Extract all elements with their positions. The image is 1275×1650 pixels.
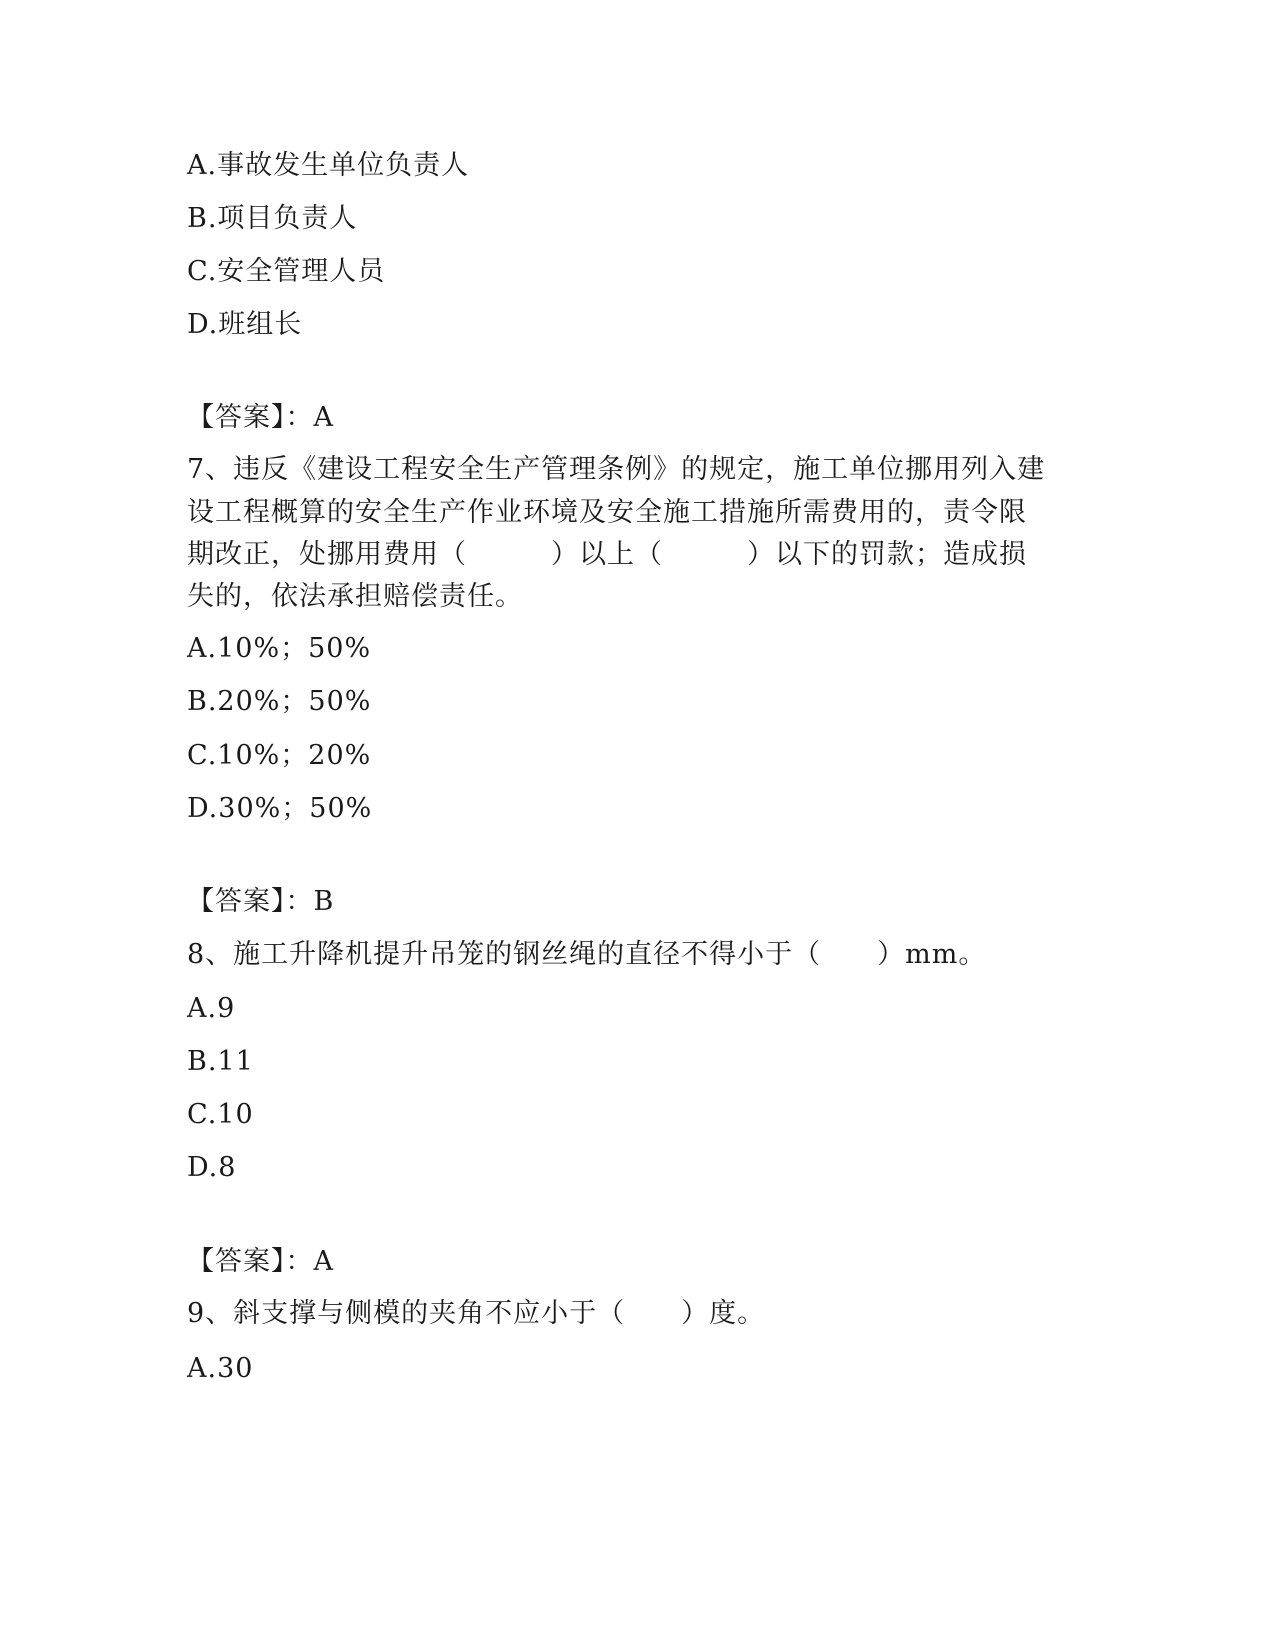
q6-option-c: C.安全管理人员 [187, 256, 386, 287]
q7-option-d: D.30%；50% [187, 793, 373, 824]
q9-option-a: A.30 [187, 1353, 254, 1384]
q7-question-line-1: 7、违反《建设工程安全生产管理条例》的规定，施工单位挪用列入建 [187, 454, 1046, 485]
q8-question: 8、施工升降机提升吊笼的钢丝绳的直径不得小于（ ）mm。 [187, 939, 987, 970]
q7-question-line-4: 失的，依法承担赔偿责任。 [187, 581, 523, 612]
q7-question-line-3: 期改正，处挪用费用（ ）以上（ ）以下的罚款；造成损 [187, 539, 1027, 570]
q7-answer: 【答案】：B [187, 886, 335, 917]
q7-option-c: C.10%；20% [187, 740, 372, 771]
q7-option-b: B.20%；50% [187, 686, 372, 717]
q8-option-c: C.10 [187, 1099, 254, 1130]
q6-option-d: D.班组长 [187, 309, 303, 340]
q8-option-d: D.8 [187, 1152, 237, 1183]
q8-option-b: B.11 [187, 1046, 254, 1077]
q8-answer: 【答案】：A [187, 1246, 334, 1277]
q7-question-line-2: 设工程概算的安全生产作业环境及安全施工措施所需费用的，责令限 [187, 497, 1027, 528]
q6-option-b: B.项目负责人 [187, 203, 358, 234]
q7-option-a: A.10%；50% [187, 633, 372, 664]
q9-question: 9、斜支撑与侧模的夹角不应小于（ ）度。 [187, 1298, 766, 1329]
q6-option-a: A.事故发生单位负责人 [187, 150, 470, 181]
q6-answer: 【答案】：A [187, 402, 334, 433]
q8-option-a: A.9 [187, 993, 236, 1024]
